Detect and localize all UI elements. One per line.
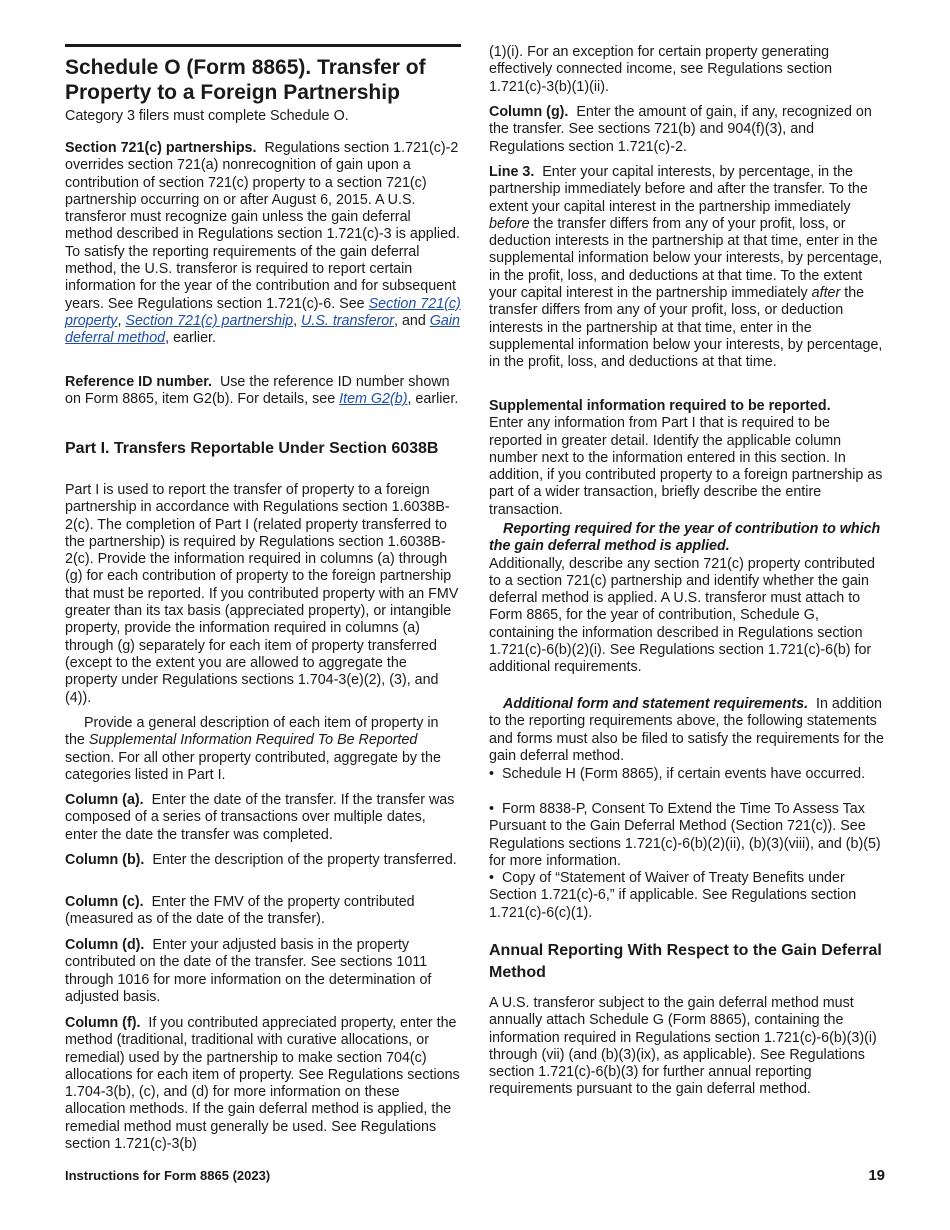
column-b-heading: Column (b). xyxy=(65,852,145,868)
separator: , xyxy=(293,312,302,329)
reporting-required-paragraph xyxy=(489,521,885,677)
bullet-text: Copy of “Statement of Waiver of Treaty Benefits under Section 1.721(c)-6,” if applicable. See Regulations section 1.721(c)-6(c)(1). xyxy=(489,870,857,921)
supplemental-paragraph xyxy=(489,398,885,519)
reporting-required-heading: Reporting required for the year of contribution to which the gain deferral method is applied. xyxy=(489,521,881,555)
supplemental-text: Enter any information from Part I that is required to be reported in greater detail. Identify the applicable column number next to the information entered in this section. In addition, if you contributed property to a foreign partnership as part of a wider transaction, briefly describe the entire transaction. xyxy=(489,415,883,518)
title-rule xyxy=(65,44,461,47)
page-number: 19 xyxy=(868,1167,885,1184)
general-description-paragraph xyxy=(65,715,461,784)
annual-reporting-heading: Annual Reporting With Respect to the Gain Deferral Method xyxy=(489,942,882,981)
link-item-g2b[interactable]: Item G2(b) xyxy=(339,391,408,408)
additional-requirements-text: In addition to the reporting requirements above, the following statements and forms must also be filed to satisfy the requirements for the gain deferral method. xyxy=(489,696,884,764)
part1-text: Part I is used to report the transfer of property to a foreign partnership in accordance with Regulations section 1.6038B-2(c). The completion of Part I (related property transferred to the partnership) is required by Regulations section 1.6038B-2(c). Provide the information required in columns (a) through (g) for each contribution of property to the foreign partnership that must be reported. If you contributed property with an FMV greater than its tax basis (appreciated property), or intangible property, provide the information required in columns (a) through (g) separately for each item of property transferred (except to the extent you are allowed to aggregate the property under Regulations sections 1.704-3(e)(2), (3), and (4)). xyxy=(65,482,459,706)
line3-heading: Line 3. xyxy=(489,164,535,180)
annual-reporting-text: A U.S. transferor subject to the gain deferral method must annually attach Schedule G (Form 8865), containing the information required in Regulations section 1.721(c)-6(b)(3)(i) through (vii) (and (b)(3)(ix), as applicable). See Regulations section 1.721(c)-6(b)(3) for further annual reporting requirements pursuant to the gain deferral method. xyxy=(489,995,877,1098)
column-d-heading: Column (d). xyxy=(65,937,145,953)
bullet-item: • Form 8838-P, Consent To Extend the Time To Assess Tax Pursuant to the Gain Deferral Method (Section 721(c)). See Regulations sections 1.721(c)-6(b)(2)(ii), (b)(3)(viii), and (b)(5) for more information. xyxy=(489,801,881,869)
column-a-heading: Column (a). xyxy=(65,792,144,808)
section-721c-text-end: , earlier. xyxy=(165,330,216,347)
column-b-paragraph xyxy=(65,852,461,869)
column-f-paragraph xyxy=(65,1015,461,1153)
bullet-item: • Schedule H (Form 8865), if certain events have occurred. xyxy=(489,766,866,782)
bullet-item: • Copy of “Statement of Waiver of Treaty Benefits under Section 1.721(c)-6,” if applicable. See Regulations section 1.721(c)-6(c)(1). xyxy=(489,870,857,921)
general-text: Provide a general description of each item of property in the xyxy=(65,715,439,749)
reporting-required-text: Additionally, describe any section 721(c) property contributed to a section 721(c) partnership and identify whether the gain deferral method is applied. A U.S. transferor must attach to Form 8865, for the year of contribution, Schedule G, containing the information described in Regulations section 1.721(c)-6(b)(2)(i). See Regulations section 1.721(c)-6(b) for additional requirements. xyxy=(489,555,875,676)
general-italic: Supplemental Information Required To Be Reported xyxy=(88,732,418,749)
reference-id-text-end: , earlier. xyxy=(407,391,459,408)
column-f-continued: (1)(i). For an exception for certain property generating effectively connected income, see Regulations section 1.721(c)-3(b)(1)(ii). xyxy=(489,44,833,95)
reference-id-heading: Reference ID number. xyxy=(65,374,212,390)
footer-form-title: Instructions for Form 8865 (2023) xyxy=(65,1168,271,1183)
column-f-text: If you contributed appreciated property, enter the method (traditional, traditional with curative allocations, or remedial) used by the partnership to make section 704(c) allocations for each item of property. See Regulations sections 1.704-3(b), (c), and (d) for more information on these allocation methods. If the gain deferral method is applied, the remedial method must generally be used. See Regulations section 1.721(c)-3(b) xyxy=(65,1015,460,1153)
part1-heading: Part I. Transfers Reportable Under Section 6038B xyxy=(65,440,439,457)
intro-text: Category 3 filers must complete Schedule O. xyxy=(65,108,349,124)
line3-text-end: the transfer differs from any of your profit, loss, or deduction interests in the partnership at that time, enter in the supplemental information below your interests, by percentage, in the profit, loss, and deductions at that time. xyxy=(489,285,883,371)
column-c-heading: Column (c). xyxy=(65,894,144,910)
column-d-text: Enter your adjusted basis in the property contributed on the date of the transfer. See sections 1011 through 1016 for more information on the determination of adjusted basis. xyxy=(65,937,432,1005)
column-c-paragraph xyxy=(65,894,461,929)
column-a-text: Enter the date of the transfer. If the transfer was composed of a series of transactions over multiple dates, enter the date the transfer was completed. xyxy=(65,792,455,843)
column-c-text: Enter the FMV of the property contributed (measured as of the date of the transfer). xyxy=(65,894,415,928)
link-gain-deferral-method[interactable]: Gain deferral method xyxy=(65,312,460,347)
line3-paragraph xyxy=(489,164,885,372)
page-title: Schedule O (Form 8865). Transfer of Property to a Foreign Partnership xyxy=(65,56,426,104)
column-a-paragraph xyxy=(65,792,461,844)
link-section-721c-property[interactable]: Section 721(c) property xyxy=(65,295,461,329)
reference-id-paragraph xyxy=(65,374,461,409)
column-g-paragraph xyxy=(489,104,885,156)
section-721c-heading: Section 721(c) partnerships. xyxy=(65,140,257,156)
bullet-text: Form 8838-P, Consent To Extend the Time To Assess Tax Pursuant to the Gain Deferral Method (Section 721(c)). See Regulations sections 1.721(c)-6(b)(2)(ii), (b)(3)(viii), and (b)(5) for more information. xyxy=(489,801,881,869)
reference-id-text: Use the reference ID number shown on Form 8865, item G2(b). For details, see xyxy=(65,374,450,408)
column-g-heading: Column (g). xyxy=(489,104,569,120)
link-section-721c-partnership[interactable]: Section 721(c) partnership xyxy=(125,312,294,329)
link-us-transferor[interactable]: U.S. transferor xyxy=(301,312,395,329)
line3-italic-after: after xyxy=(811,285,841,302)
column-d-paragraph xyxy=(65,937,461,1006)
column-g-text: Enter the amount of gain, if any, recognized on the transfer. See sections 721(b) and 904(f)(3), and Regulations section 1.721(c)-2. xyxy=(489,104,872,155)
line3-text: Enter your capital interests, by percentage, in the partnership immediately before and after the transfer. To the extent your capital interest in the partnership immediately xyxy=(489,164,868,215)
additional-requirements-paragraph xyxy=(489,696,885,765)
section-721c-paragraph xyxy=(65,140,461,348)
line3-text-mid: the transfer differs from any of your profit, loss, or deduction interests in the partnership at that time, enter in the supplemental information below your interests, by percentage, in the profit, loss, and deductions at that time. To the extent your capital interest in the partnership immediately xyxy=(489,215,883,302)
column-b-text: Enter the description of the property transferred. xyxy=(152,852,457,868)
general-text-end: section. For all other property contributed, aggregate by the categories listed in Part I. xyxy=(65,749,441,783)
bullet-text: Schedule H (Form 8865), if certain events have occurred. xyxy=(501,766,866,782)
section-721c-text: Regulations section 1.721(c)-2 overrides section 721(a) nonrecognition of gain upon a contribution of section 721(c) property to a section 721(c) partnership occurring on or after August 6, 2015. A U.S. transferor must recognize gain unless the gain deferral method described in Regulations section 1.721(c)-3 is applied. To satisfy the reporting requirements of the gain deferral method, the U.S. transferor is required to report certain information for the year of the contribution and for subsequent years. See Regulations section 1.721(c)-6. See xyxy=(65,140,460,312)
separator: , and xyxy=(394,312,430,329)
line3-italic-before: before xyxy=(489,215,530,232)
additional-requirements-heading: Additional form and statement requirements. xyxy=(503,696,809,712)
column-f-heading: Column (f). xyxy=(65,1015,141,1031)
supplemental-heading: Supplemental information required to be reported. xyxy=(489,398,831,414)
separator: , xyxy=(117,312,126,329)
